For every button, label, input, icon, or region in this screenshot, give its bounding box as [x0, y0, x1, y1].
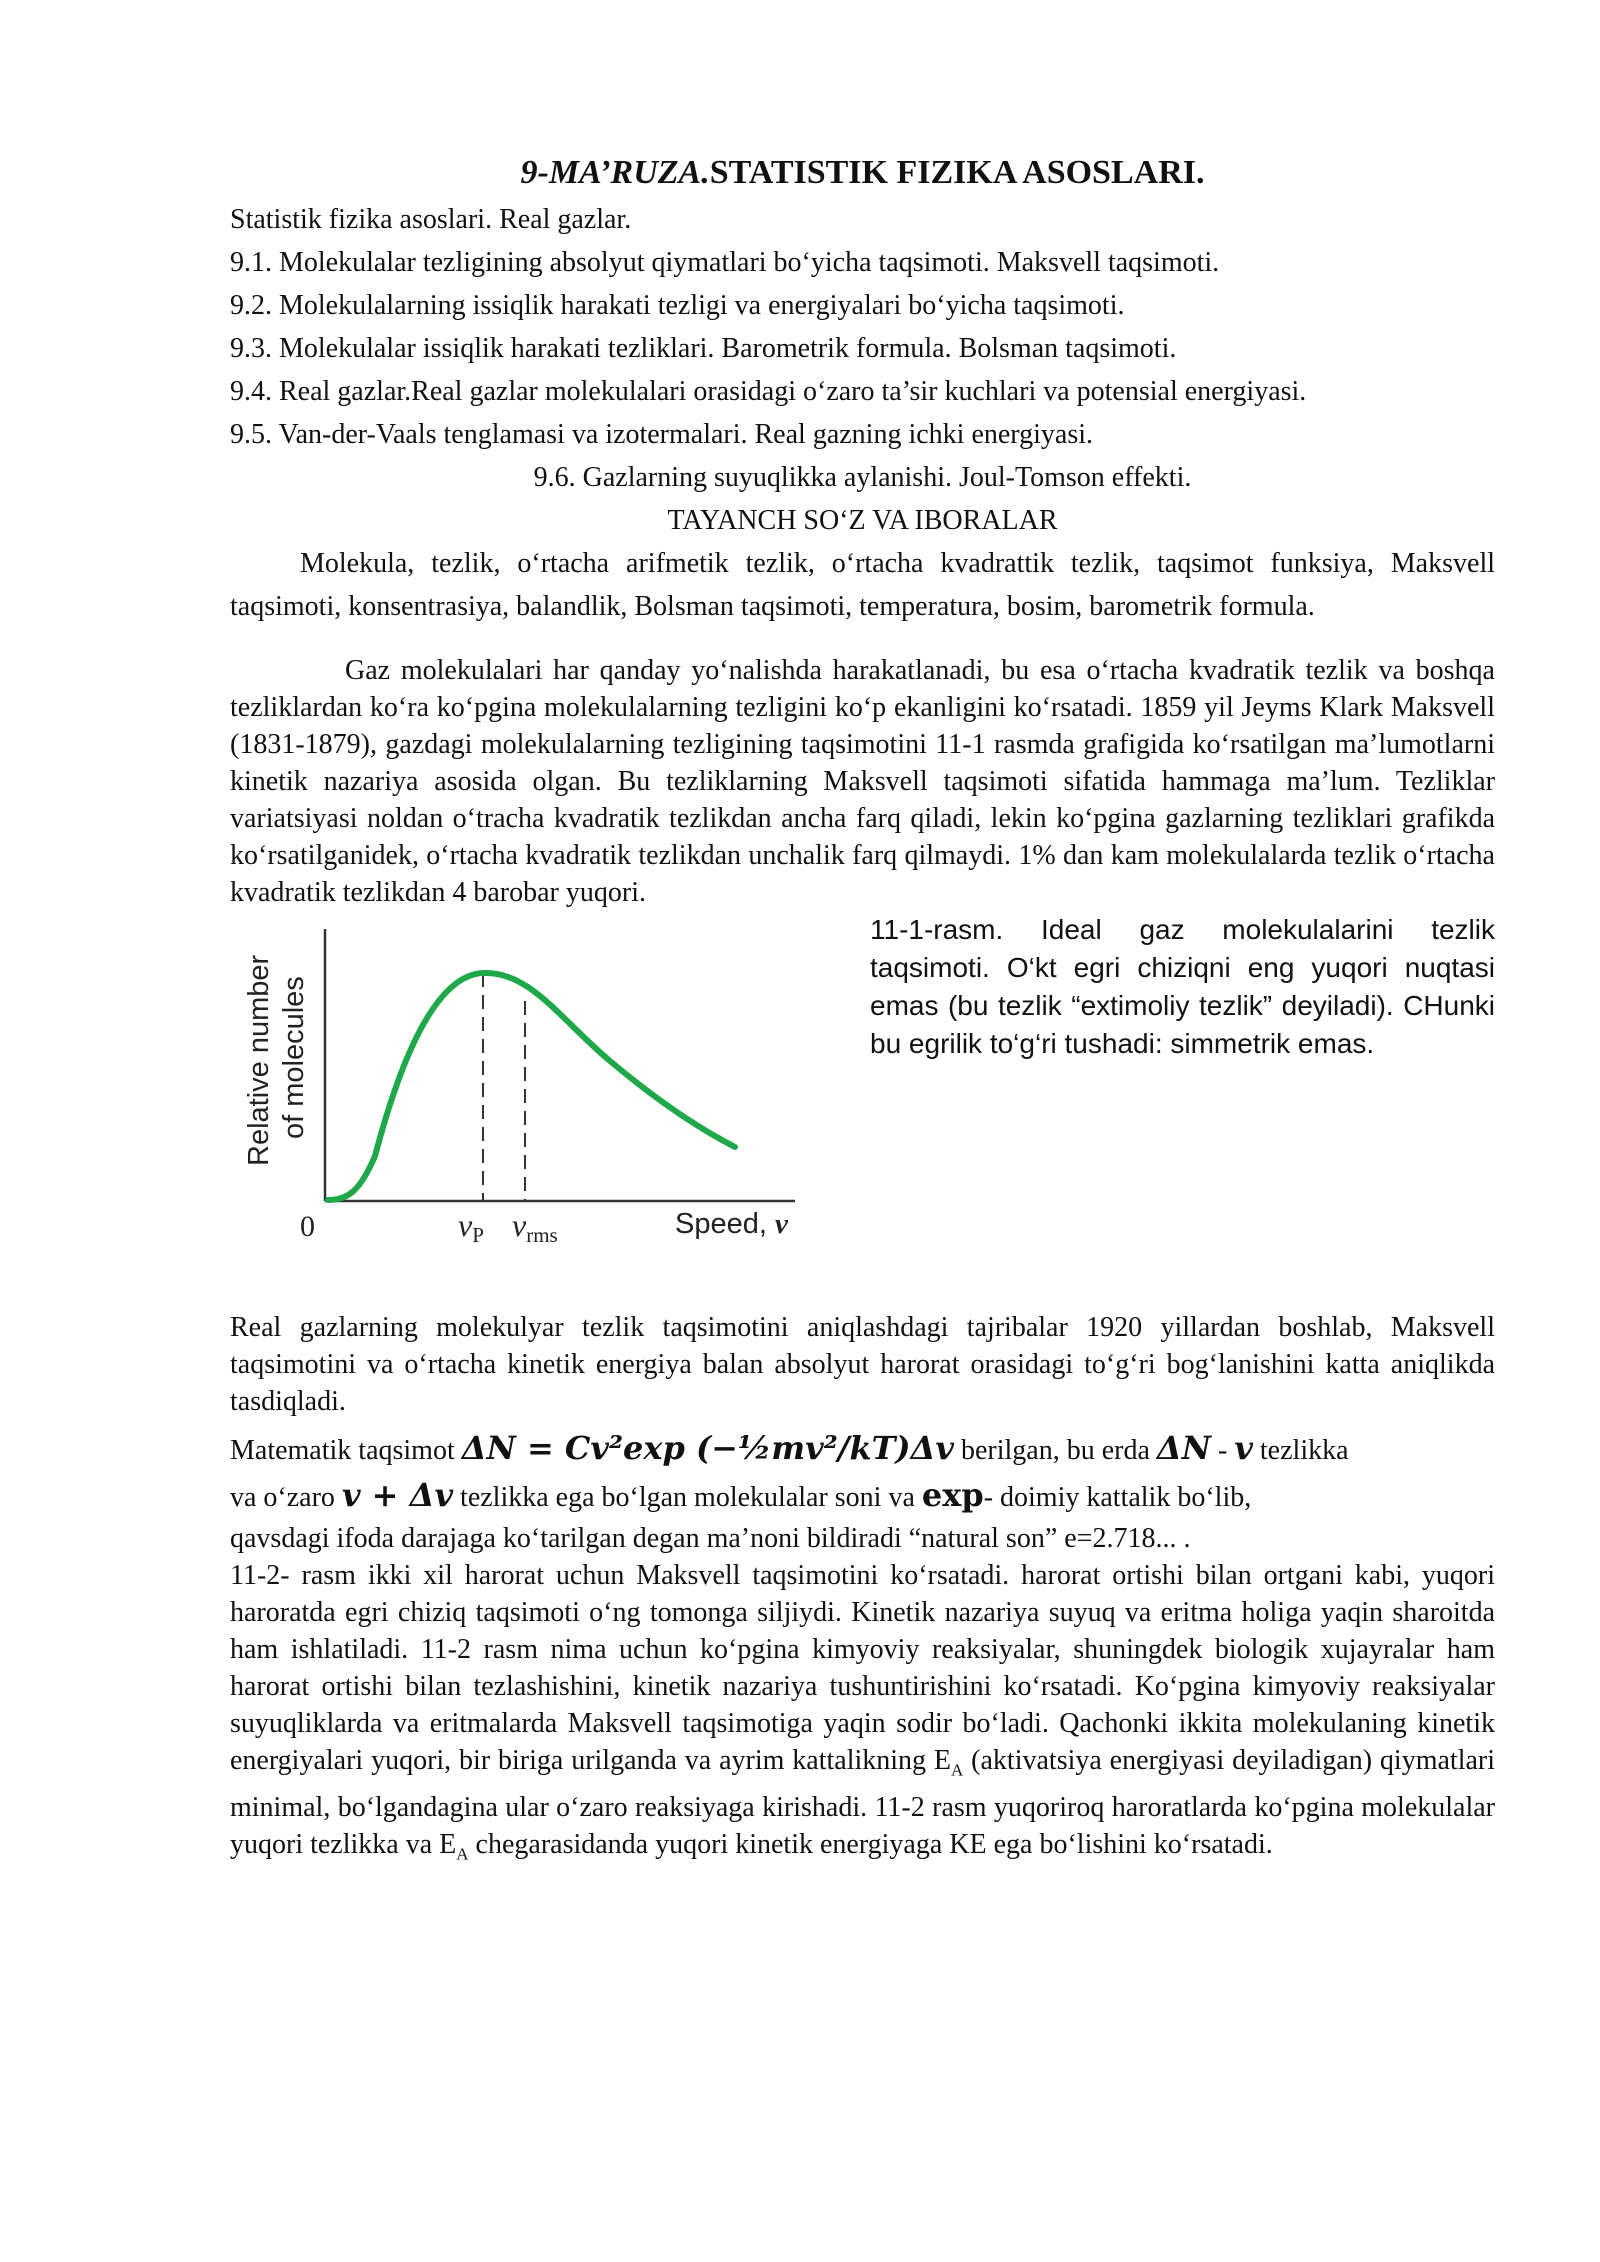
- va-ozaro: va o‘zaro: [230, 1482, 335, 1513]
- y-axis-label-line2: of molecules: [278, 976, 310, 1139]
- end-text: - doimiy kattalik bo‘lib,: [983, 1482, 1252, 1513]
- mid-text: tezlikka ega bo‘lgan molekulalar soni va: [460, 1482, 915, 1513]
- paragraph-temperature: [230, 1557, 1495, 1872]
- vp-tick-label: vP: [458, 1207, 484, 1247]
- maxwell-formula: ΔN = Cv²exp (−½mv²/kT)Δv: [461, 1429, 954, 1467]
- word-tezlikka: tezlikka: [1259, 1435, 1349, 1466]
- lecture-title: [230, 154, 1495, 192]
- math-after: berilgan, bu erda: [960, 1435, 1150, 1466]
- outline-item: 9.4. Real gazlar.Real gazlar molekulalari orasidagi o‘zaro ta’sir kuchlari va potensial energiyasi.: [230, 376, 1307, 407]
- outline-item: 9.5. Van-der-Vaals tenglamasi va izotermalari. Real gazning ichki energiyasi.: [230, 419, 1093, 450]
- outline-intro: Statistik fizika asoslari. Real gazlar.: [230, 204, 632, 235]
- outline-item: 9.6. Gazlarning suyuqlikka aylanishi. Joul-Tomson effekti.: [533, 462, 1192, 493]
- dash: -: [1217, 1435, 1228, 1466]
- para3-part-c: chegarasidanda yuqori kinetik energiyaga KE ega bo‘lishini ko‘rsatadi.: [468, 1828, 1273, 1860]
- paragraph-experiments: Real gazlarning molekulyar tezlik taqsimotini aniqlashdagi tajribalar 1920 yillardan boshlab, Maksvell taqsimotini va o‘rtacha kinetik energiya balan absolyut harorat orasidagi to‘g‘ri bog‘lanishini katta aniqlikda tasdiqladi.: [230, 1312, 1495, 1417]
- outline-item: 9.3. Molekulalar issiqlik harakati tezliklari. Barometrik formula. Bolsman taqsimoti.: [230, 333, 1177, 364]
- delta-n-symbol: ΔN: [1156, 1429, 1211, 1467]
- math-intro: Matematik taqsimot: [230, 1435, 455, 1466]
- para3-part-a: 11-2- rasm ikki xil harorat uchun Maksvell taqsimotini ko‘rsatadi. harorat ortishi bilan ortgani kabi, yuqori haroratda egri chiziq taqsimoti o‘ng tomonga siljiydi. Kinetik nazariya suyuq va eritma holiga yaqin sharoitda ham ishlatiladi. 11-2 rasm nima uchun ko‘pgina kimyoviy reaksiyalar, shuningdek biologik xujayralar ham harorat ortishi bilan tezlashishini, kinetik nazariya tushuntirishini ko‘rsatadi. Ko‘pgina kimyoviy reaksiyalar suyuqliklarda va eritmalarda Maksvell taqsimotiga yaqin sodir bo‘ladi. Qachonki ikkita molekulaning kinetik energiyalari yuqori, bir biriga urilganda va ayrim kattalikning E: [230, 1560, 1495, 1776]
- exp-symbol: exp: [921, 1476, 984, 1514]
- outline-item: 9.1. Molekulalar tezligining absolyut qiymatlari bo‘yicha taqsimoti. Maksvell taqsimoti.: [230, 247, 1220, 278]
- keywords-heading: TAYANCH SO‘Z VA IBORALAR: [667, 505, 1058, 536]
- origin-label: 0: [300, 1210, 315, 1243]
- y-axis-label-line1: Relative number: [243, 954, 275, 1166]
- v-symbol: v: [1234, 1429, 1253, 1467]
- x-axis-label: Speed, v: [675, 1208, 788, 1240]
- math-line-1: [230, 1426, 1495, 1473]
- figure-caption: 11-1-rasm. Ideal gaz molekulalarini tezlik taqsimoti. O‘kt egri chiziqni eng yuqori nuqtasi emas (bu tezlik “extimoliy tezlik” deyiladi). CHunki bu egrilik to‘g‘ri tushadi: simmetrik emas.: [870, 914, 1495, 1059]
- para3-part-b: (aktivatsiya energiyasi deyiladigan) qiymatlari minimal, bo‘lgandagina ular o‘zaro reaksiyaga kirishadi. 11-2 rasm yuqoriroq haroratlarda ko‘pgina molekulalar yuqori tezlikka va E: [230, 1745, 1496, 1860]
- maxwell-distribution-figure: [230, 911, 850, 1251]
- v-plus-dv-symbol: v + Δv: [341, 1476, 454, 1514]
- math-line-2: [230, 1473, 1495, 1520]
- speed-distribution-graph: [230, 911, 850, 1251]
- outline-item: 9.2. Molekulalarning issiqlik harakati tezligi va energiyalari bo‘yicha taqsimoti.: [230, 290, 1125, 321]
- subscript-a: A: [456, 1844, 469, 1864]
- page: [230, 150, 1495, 1872]
- math-line-3: qavsdagi ifoda darajaga ko‘tarilgan degan ma’noni bildiradi “natural son” e=2.718... .: [230, 1523, 1191, 1554]
- keywords-text: Molekula, tezlik, o‘rtacha arifmetik tezlik, o‘rtacha kvadrattik tezlik, taqsimot funksiya, Maksvell taqsimoti, konsentrasiya, balandlik, Bolsman taqsimoti, temperatura, bosim, barometrik formula.: [230, 548, 1495, 622]
- subscript-a: A: [951, 1760, 964, 1780]
- title-main: STATISTIK FIZIKA ASOSLARI.: [709, 154, 1205, 191]
- distribution-curve: [328, 973, 735, 1200]
- vrms-tick-label: vrms: [512, 1207, 558, 1247]
- figure-row: [230, 911, 1495, 1251]
- paragraph-maxwell-intro: Gaz molekulalari har qanday yo‘nalishda harakatlanadi, bu esa o‘rtacha kvadratik tezlik va boshqa tezliklardan ko‘ra ko‘pgina molekulalarning tezligini ko‘p ekanligini ko‘rsatadi. 1859 yil Jeyms Klark Maksvell (1831-1879), gazdagi molekulalarning tezligining taqsimotini 11-1 rasmda grafigida ko‘rsatilgan ma’lumotlarni kinetik nazariya asosida olgan. Bu tezliklarning Maksvell taqsimoti sifatida hammaga ma’lum. Tezliklar variatsiyasi noldan o‘tracha kvadratik tezlikdan ancha farq qiladi, lekin ko‘pgina gazlarning tezliklari grafikda ko‘rsatilganidek, o‘rtacha kvadratik tezlikdan unchalik farq qilmaydi. 1% dan kam molekulalarda tezlik o‘rtacha kvadratik tezlikdan 4 barobar yuqori.: [230, 655, 1495, 908]
- title-lead: 9-MA’RUZA.: [520, 154, 710, 191]
